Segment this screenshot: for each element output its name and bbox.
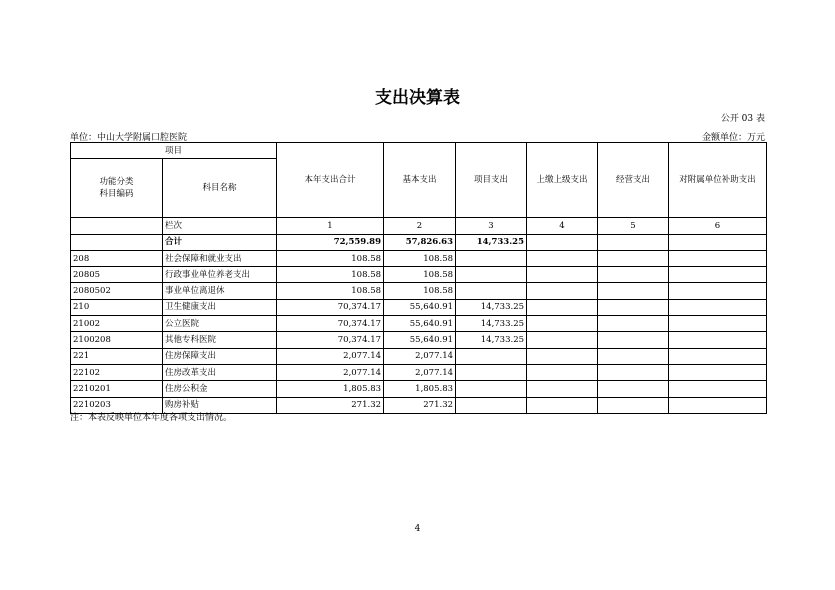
total-value (598, 234, 669, 250)
subject-name: 住房保障支出 (163, 348, 277, 364)
amount-cell: 1,805.83 (384, 381, 456, 397)
function-code: 221 (71, 348, 163, 364)
table-row (71, 348, 767, 364)
function-code: 2080502 (71, 283, 163, 299)
amount-cell (527, 250, 598, 266)
function-code: 22102 (71, 364, 163, 380)
amount-cell (527, 381, 598, 397)
amount-cell (527, 364, 598, 380)
amount-cell (456, 397, 527, 413)
amount-cell (598, 348, 669, 364)
total-value (669, 234, 767, 250)
amount-cell (527, 267, 598, 283)
amount-cell: 108.58 (277, 250, 384, 266)
amount-cell (456, 364, 527, 380)
seq-label: 栏次 (163, 218, 277, 234)
amount-cell (527, 316, 598, 332)
subject-name: 其他专科医院 (163, 332, 277, 348)
amount-cell (669, 364, 767, 380)
function-code: 21002 (71, 316, 163, 332)
amount-cell: 2,077.14 (277, 348, 384, 364)
subject-name: 卫生健康支出 (163, 299, 277, 315)
amount-cell (456, 348, 527, 364)
seq-blank-cell (71, 218, 163, 234)
amount-cell: 108.58 (384, 250, 456, 266)
seq-6: 6 (669, 218, 767, 234)
amount-cell (527, 283, 598, 299)
subject-name: 社会保障和就业支出 (163, 250, 277, 266)
total-label: 合计 (163, 234, 277, 250)
form-number: 公开 03 表 (720, 114, 765, 124)
amount-unit-label: 金额单位：万元 (701, 133, 765, 143)
table-row (71, 283, 767, 299)
header-col-3: 项目支出 (456, 143, 527, 218)
amount-cell (669, 250, 767, 266)
amount-cell (669, 283, 767, 299)
amount-cell (598, 267, 669, 283)
amount-cell (598, 397, 669, 413)
seq-5: 5 (598, 218, 669, 234)
seq-3: 3 (456, 218, 527, 234)
subject-name: 住房改革支出 (163, 364, 277, 380)
amount-cell: 70,374.17 (277, 332, 384, 348)
function-code: 208 (71, 250, 163, 266)
amount-cell (456, 267, 527, 283)
seq-2: 2 (384, 218, 456, 234)
total-value: 72,559.89 (277, 234, 384, 250)
amount-cell: 14,733.25 (456, 332, 527, 348)
page-number: 4 (414, 524, 421, 534)
amount-cell: 271.32 (277, 397, 384, 413)
amount-cell: 2,077.14 (384, 364, 456, 380)
header-item: 项目 (71, 143, 277, 159)
amount-cell (527, 332, 598, 348)
amount-cell (598, 316, 669, 332)
header-col-2: 基本支出 (384, 143, 456, 218)
table-row (71, 299, 767, 315)
seq-1: 1 (277, 218, 384, 234)
page-title: 支出决算表 (375, 88, 460, 108)
subject-name: 住房公积金 (163, 381, 277, 397)
function-code: 2100208 (71, 332, 163, 348)
expenditure-table (70, 142, 767, 414)
amount-cell (598, 283, 669, 299)
amount-cell: 55,640.91 (384, 316, 456, 332)
header-func-code: 功能分类 科目编码 (71, 159, 163, 218)
amount-cell (456, 250, 527, 266)
amount-cell (527, 397, 598, 413)
table-row (71, 316, 767, 332)
amount-cell: 108.58 (277, 267, 384, 283)
amount-cell (527, 348, 598, 364)
function-code: 210 (71, 299, 163, 315)
total-blank-cell (71, 234, 163, 250)
amount-cell: 271.32 (384, 397, 456, 413)
amount-cell: 1,805.83 (277, 381, 384, 397)
amount-cell (598, 250, 669, 266)
amount-cell (456, 283, 527, 299)
amount-cell (598, 364, 669, 380)
header-col-6: 对附属单位补助支出 (669, 143, 767, 218)
amount-cell (669, 332, 767, 348)
amount-cell: 108.58 (384, 283, 456, 299)
table-row (71, 364, 767, 380)
amount-cell: 108.58 (384, 267, 456, 283)
function-code: 2210203 (71, 397, 163, 413)
header-col-1: 本年支出合计 (277, 143, 384, 218)
amount-cell (598, 381, 669, 397)
amount-cell (598, 332, 669, 348)
header-col-5: 经营支出 (598, 143, 669, 218)
table-row (71, 381, 767, 397)
unit-label: 单位：中山大学附属口腔医院 (70, 133, 188, 143)
header-col-4: 上缴上级支出 (527, 143, 598, 218)
amount-cell: 14,733.25 (456, 299, 527, 315)
amount-cell (456, 381, 527, 397)
table-note: 注：本表反映单位本年度各项支出情况。 (70, 413, 233, 423)
amount-cell: 14,733.25 (456, 316, 527, 332)
amount-cell: 70,374.17 (277, 316, 384, 332)
subject-name: 行政事业单位养老支出 (163, 267, 277, 283)
total-value: 14,733.25 (456, 234, 527, 250)
header-subject-name: 科目名称 (163, 159, 277, 218)
amount-cell: 55,640.91 (384, 332, 456, 348)
amount-cell: 2,077.14 (384, 348, 456, 364)
amount-cell (527, 299, 598, 315)
subject-name: 事业单位离退休 (163, 283, 277, 299)
table-row (71, 250, 767, 266)
subject-name: 购房补贴 (163, 397, 277, 413)
amount-cell (669, 348, 767, 364)
amount-cell (669, 316, 767, 332)
amount-cell: 108.58 (277, 283, 384, 299)
amount-cell (669, 299, 767, 315)
amount-cell: 70,374.17 (277, 299, 384, 315)
table-row (71, 267, 767, 283)
amount-cell (598, 299, 669, 315)
amount-cell (669, 397, 767, 413)
total-value (527, 234, 598, 250)
amount-cell: 2,077.14 (277, 364, 384, 380)
function-code: 20805 (71, 267, 163, 283)
table-body (71, 250, 767, 413)
table-row (71, 332, 767, 348)
seq-4: 4 (527, 218, 598, 234)
function-code: 2210201 (71, 381, 163, 397)
total-value: 57,826.63 (384, 234, 456, 250)
amount-cell: 55,640.91 (384, 299, 456, 315)
subject-name: 公立医院 (163, 316, 277, 332)
amount-cell (669, 381, 767, 397)
amount-cell (669, 267, 767, 283)
